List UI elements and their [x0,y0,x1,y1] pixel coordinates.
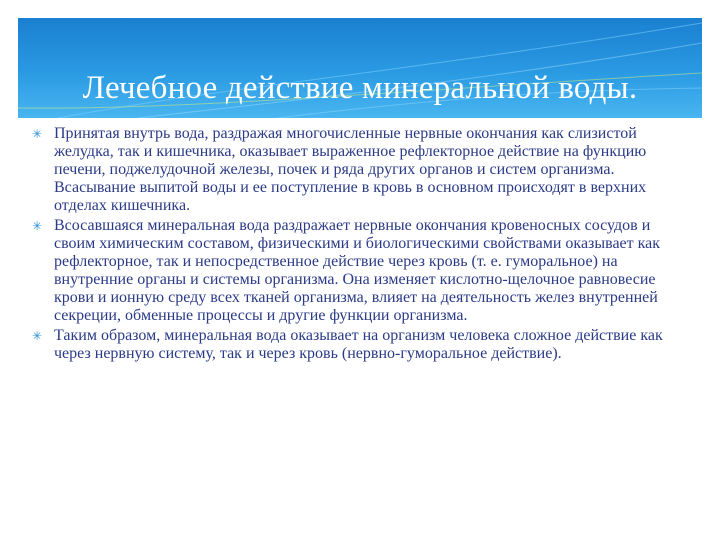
title-banner [18,18,702,118]
asterisk-bullet-icon: ✳ [32,329,43,343]
bullet-text: Всосавшаяся минеральная вода раздражает нервные окончания кровеносных сосудов и своим химическим составом, физическими и биологическими свойствами оказывает как рефлекторное, так и непосредственное действие через кровь (т. е. гуморальное) на внутренние органы и системы организма. Она изменяет кислотно-щелочное равновесие крови и ионную среду всех тканей организма, влияет на деятельность желез внутренней секреции, обменные процессы и другие функции организма. [54,217,661,324]
slide-title: Лечебное действие минеральной воды. [82,70,638,107]
bullet-item [32,327,692,363]
bullet-item [32,217,692,325]
bullet-list [32,125,692,365]
bullet-text: Принятая внутрь вода, раздражая многочисленные нервные окончания как слизистой желудка, так и кишечника, оказывает выраженное рефлекторное действие на функцию печени, поджелудочной железы, почек и ряда других органов и систем организма. Всасывание выпитой воды и ее поступление в кровь в основном происходят в верхних отделах кишечника. [54,125,647,214]
asterisk-bullet-icon: ✳ [32,219,43,233]
bullet-item [32,125,692,215]
bullet-text: Таким образом, минеральная вода оказывает на организм человека сложное действие как через нервную систему, так и через кровь (нервно-гуморальное действие). [54,327,663,362]
asterisk-bullet-icon: ✳ [32,127,43,141]
